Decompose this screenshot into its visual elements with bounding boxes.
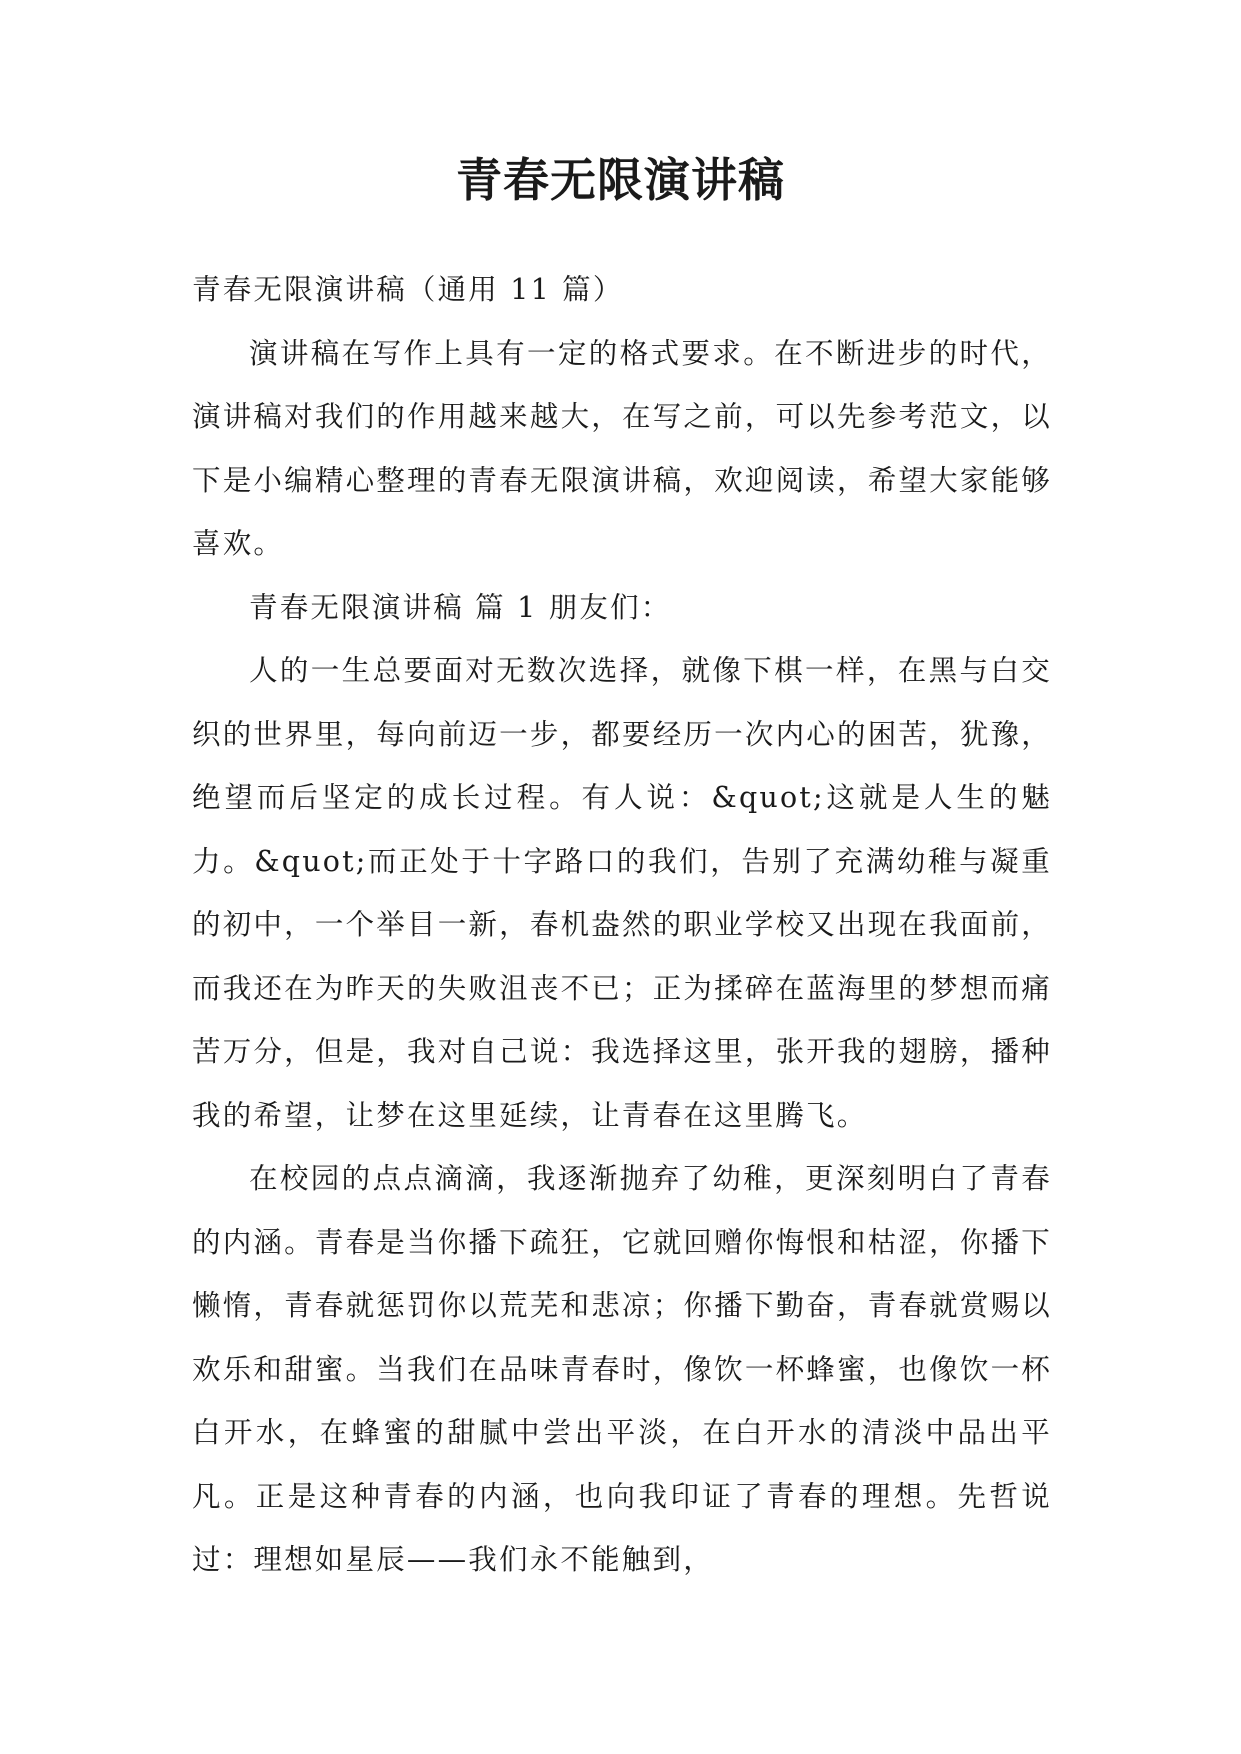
section-heading: 青春无限演讲稿 篇 1 朋友们： [249, 590, 672, 624]
intro-paragraph: 演讲稿在写作上具有一定的格式要求。在不断进步的时代，演讲稿对我们的作用越来越大，在写之前，可以先参考范文，以下是小编精心整理的青春无限演讲稿，欢迎阅读，希望大家能够喜欢。 [192, 336, 1052, 560]
document-body [192, 258, 1052, 1592]
body-paragraph: 人的一生总要面对无数次选择，就像下棋一样，在黑与白交织的世界里，每向前迈一步，都要经历一次内心的困苦，犹豫，绝望而后坚定的成长过程。有人说：&quot;这就是人生的魅力。&quot;而正处于十字路口的我们，告别了充满幼稚与凝重的初中，一个举目一新，春机盎然的职业学校又出现在我面前，而我还在为昨天的失败沮丧不已；正为揉碎在蓝海里的梦想而痛苦万分，但是，我对自己说：我选择这里，张开我的翅膀，播种我的希望，让梦在这里延续，让青春在这里腾飞。 [192, 654, 1052, 1132]
document-title: 青春无限演讲稿 [456, 153, 785, 207]
document-subtitle: 青春无限演讲稿（通用 11 篇） [192, 273, 624, 306]
body-paragraph: 在校园的点点滴滴，我逐渐抛弃了幼稚，更深刻明白了青春的内涵。青春是当你播下疏狂，它就回赠你悔恨和枯涩，你播下懒惰，青春就惩罚你以荒芜和悲凉；你播下勤奋，青春就赏赐以欢乐和甜蜜。当我们在品味青春时，像饮一杯蜂蜜，也像饮一杯白开水，在蜂蜜的甜腻中尝出平淡，在白开水的清淡中品出平凡。正是这种青春的内涵，也向我印证了青春的理想。先哲说过：理想如星辰——我们永不能触到， [192, 1162, 1052, 1576]
